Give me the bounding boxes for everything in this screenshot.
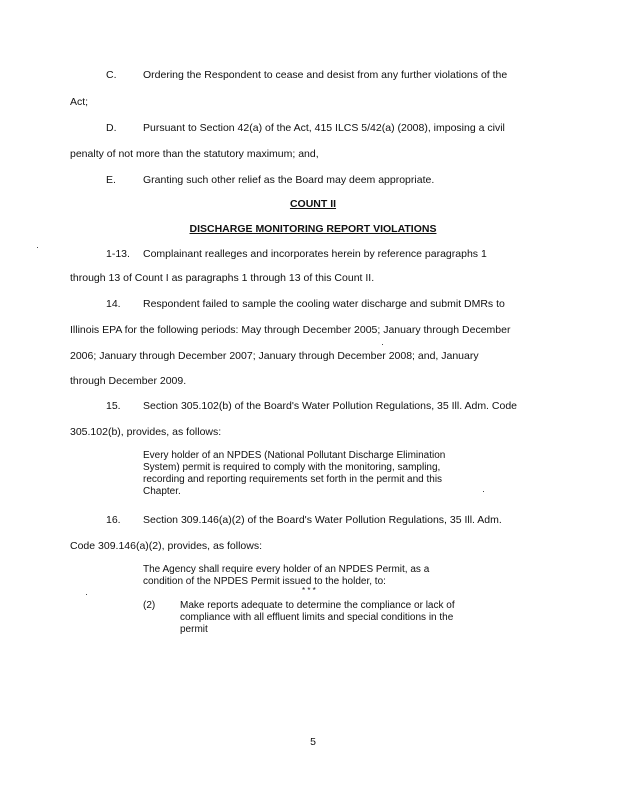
para-15-line1: Section 305.102(b) of the Board's Water Pollution Regulations, 35 Ill. Adm. Code (143, 400, 517, 412)
para-14-line4: through December 2009. (70, 375, 187, 387)
para-16-quote-line: condition of the NPDES Permit issued to the holder, to: (143, 576, 386, 587)
para-16-label: 16. (106, 514, 121, 526)
para-c-cont: Act; (70, 96, 89, 108)
para-16-line2: Code 309.146(a)(2), provides, as follows: (70, 540, 263, 552)
para-16-sub-quote-line: Make reports adequate to determine the compliance or lack of (180, 600, 455, 611)
para-d-label: D. (106, 122, 117, 134)
para-d-cont: penalty of not more than the statutory maximum; and, (70, 148, 319, 160)
count-subtitle: DISCHARGE MONITORING REPORT VIOLATIONS (189, 223, 437, 235)
scan-speck (483, 491, 484, 492)
para-14-label: 14. (106, 298, 121, 310)
para-14-line1: Respondent failed to sample the cooling water discharge and submit DMRs to (143, 298, 505, 310)
scan-speck (382, 344, 383, 345)
para-15-quote-line: System) permit is required to comply with the monitoring, sampling, (143, 462, 441, 473)
para-16-sub-quote-line: compliance with all effluent limits and special conditions in the (180, 612, 454, 623)
para-15-quote-line: recording and reporting requirements set forth in the permit and this (143, 474, 443, 485)
para-d-text: Pursuant to Section 42(a) of the Act, 415 ILCS 5/42(a) (2008), imposing a civil (143, 122, 505, 134)
scan-speck (86, 594, 87, 595)
para-14-line3: 2006; January through December 2007; January through December 2008; and, January (70, 350, 479, 362)
para-15-label: 15. (106, 400, 121, 412)
para-e-label: E. (106, 174, 116, 186)
para-c-text: Ordering the Respondent to cease and desist from any further violations of the (143, 69, 508, 81)
page-number: 5 (310, 736, 316, 748)
para-1-13-line2: through 13 of Count I as paragraphs 1 through 13 of this Count II. (70, 272, 375, 284)
para-16-sub-quote-line: permit (180, 624, 208, 635)
para-1-13-label: 1-13. (106, 248, 130, 260)
para-c-label: C. (106, 69, 117, 81)
para-15-quote-line: Every holder of an NPDES (National Pollutant Discharge Elimination (143, 450, 446, 461)
scan-speck (37, 247, 38, 248)
count-title: COUNT II (289, 198, 337, 210)
para-e-text: Granting such other relief as the Board may deem appropriate. (143, 174, 435, 186)
para-16-line1: Section 309.146(a)(2) of the Board's Water Pollution Regulations, 35 Ill. Adm. (143, 514, 502, 526)
ellipsis: * * * (302, 586, 316, 595)
para-16-quote-line: The Agency shall require every holder of an NPDES Permit, as a (143, 564, 430, 575)
para-14-line2: Illinois EPA for the following periods: May through December 2005; January through December (70, 324, 511, 336)
para-16-sub-label: (2) (143, 600, 156, 611)
para-15-line2: 305.102(b), provides, as follows: (70, 426, 222, 438)
para-15-quote-line: Chapter. (143, 486, 181, 497)
para-1-13-line1: Complainant realleges and incorporates herein by reference paragraphs 1 (143, 248, 487, 260)
